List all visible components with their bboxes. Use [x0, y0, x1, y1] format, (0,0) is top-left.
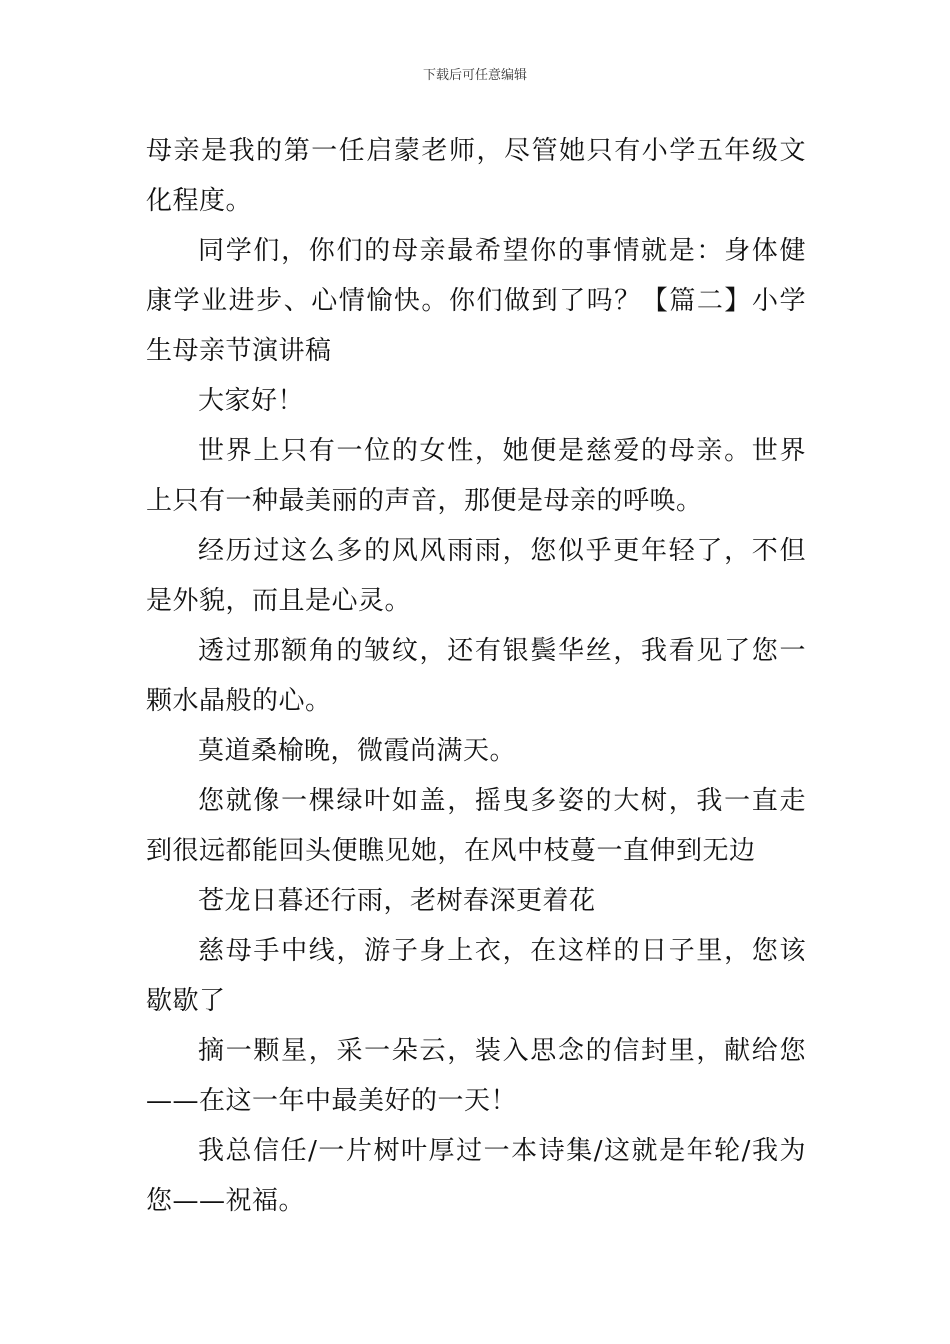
- paragraph: 经历过这么多的风风雨雨，您似乎更年轻了，不但是外貌，而且是心灵。: [146, 536, 806, 616]
- paragraph: 莫道桑榆晚，微霞尚满天。: [198, 736, 517, 766]
- paragraph: 大家好！: [198, 386, 305, 416]
- paragraph: 慈母手中线，游子身上衣，在这样的日子里，您该歇歇了: [146, 936, 806, 1016]
- paragraph: 母亲是我的第一任启蒙老师，尽管她只有小学五年级文化程度。: [146, 136, 806, 216]
- paragraph: 苍龙日暮还行雨，老树春深更着花: [198, 886, 596, 916]
- document-body: [146, 126, 806, 1226]
- paragraph: 世界上只有一位的女性，她便是慈爱的母亲。世界上只有一种最美丽的声音，那便是母亲的呼唤。: [146, 436, 806, 516]
- paragraph: 摘一颗星，采一朵云，装入思念的信封里，献给您——在这一年中最美好的一天！: [146, 1036, 806, 1116]
- paragraph: 同学们，你们的母亲最希望你的事情就是：身体健康学业进步、心情愉快。你们做到了吗？【篇二】小学生母亲节演讲稿: [146, 236, 806, 366]
- paragraph: 透过那额角的皱纹，还有银鬓华丝，我看见了您一颗水晶般的心。: [146, 636, 806, 716]
- paragraph: 我总信任/一片树叶厚过一本诗集/这就是年轮/我为您——祝福。: [146, 1136, 806, 1216]
- paragraph: 您就像一棵绿叶如盖，摇曳多姿的大树，我一直走到很远都能回头便瞧见她，在风中枝蔓一直伸到无边: [146, 786, 806, 866]
- page-header: 下载后可任意编辑: [422, 68, 527, 83]
